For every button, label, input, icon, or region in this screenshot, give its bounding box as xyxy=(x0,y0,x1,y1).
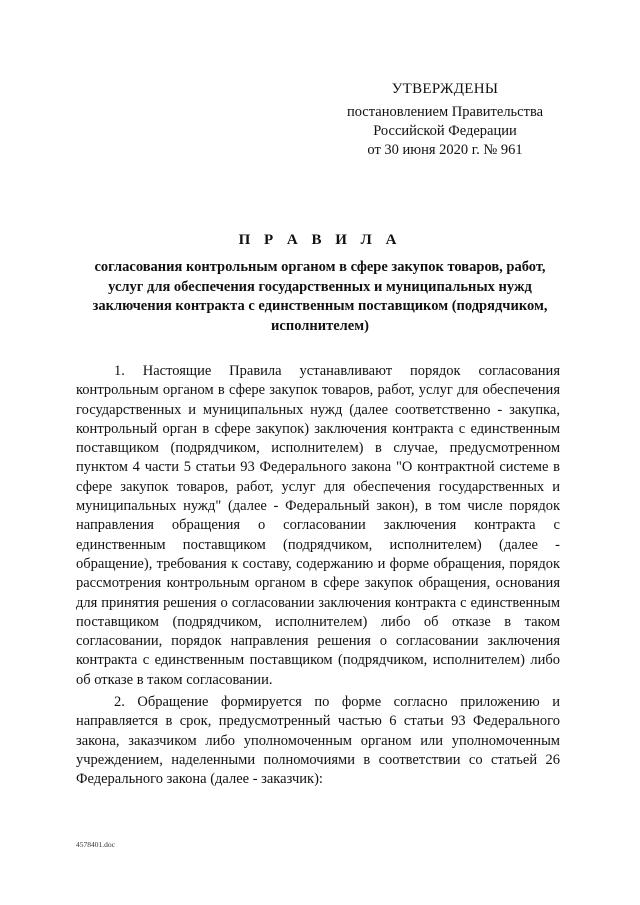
approval-date-number: от 30 июня 2020 г. № 961 xyxy=(367,142,523,158)
document-title: П Р А В И Л А xyxy=(238,232,402,248)
approval-title: УТВЕРЖДЕНЫ xyxy=(391,81,499,97)
approval-line: постановлением Правительства xyxy=(346,104,544,120)
paragraph-2: 2. Обращение формируется по форме согласно приложению и направляется в срок, предусмотренный частью 6 статьи 93 Федерального закона, заказчиком либо уполномоченным органом или уполномоченным учреждением, наделенными полномочиями в соответствии со статьей 26 Федерального закона (далее - заказчик): xyxy=(76,694,560,788)
approval-stamp xyxy=(330,80,560,160)
paragraph-1: 1. Настоящие Правила устанавливают порядок согласования контрольным органом в сфере закупок товаров, работ, услуг для обеспечения государственных и муниципальных нужд (далее соответственно - закупка, контрольный орган в сфере закупок) заключения контракта с единственным поставщиком (подрядчиком, исполнителем) в случае, предусмотренном пунктом 4 части 5 статьи 93 Федерального закона "О контрактной системе в сфере закупок товаров, работ, услуг для обеспечения государственных и муниципальных нужд" (далее - Федеральный закон), в том числе порядок направления обращения о согласовании заключения контракта с единственным поставщиком (подрядчиком, исполнителем) (далее - обращение), требования к составу, содержанию и форме обращения, порядок рассмотрения контрольным органом в сфере закупок обращения, основания для принятия решения о согласовании заключения контракта с единственным поставщиком (подрядчиком, исполнителем) либо об отказе в таком согласовании, порядок направления решения о согласовании заключения контракта с единственным поставщиком (подрядчиком, исполнителем) либо об отказе в таком согласовании. xyxy=(76,363,560,688)
document-subtitle: согласования контрольным органом в сфере закупок товаров, работ, услуг для обеспечения государственных и муниципальных нужд заключения контракта с единственным поставщиком (подрядчиком, исполнителем) xyxy=(92,259,548,334)
file-code: 4578401.doc xyxy=(76,840,115,849)
approval-line: Российской Федерации xyxy=(373,123,517,139)
document-body xyxy=(76,362,560,793)
